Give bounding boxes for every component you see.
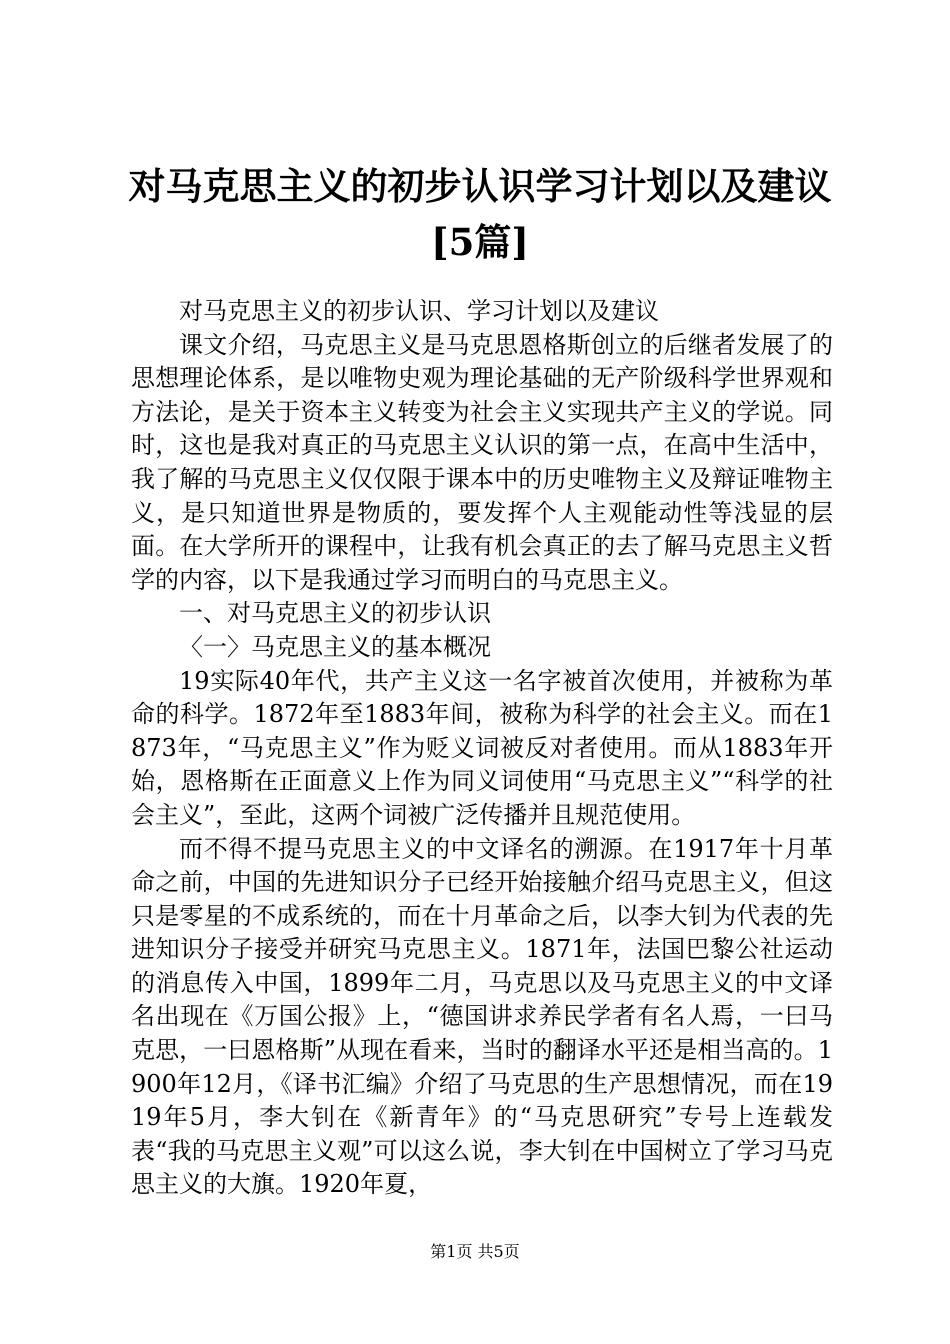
subtitle-paragraph: 对马克思主义的初步认识、学习计划以及建议 [179, 297, 659, 325]
section-heading: 一、对马克思主义的初步认识 [179, 599, 491, 628]
page-footer: 第1页 共5页 [430, 1242, 520, 1261]
subsection-heading: 〈一〉马克思主义的基本概况 [179, 632, 491, 661]
intro-paragraph: 课文介绍，马克思主义是马克思恩格斯创立的后继者发展了的思想理论体系，是以唯物史观为理论基础的无产阶级科学世界观和方法论，是关于资本主义转变为社会主义实现共产主义的学说。同时，这也是我对真正的马克思主义认识的第一点，在高中生活中，我了解的马克思主义仅仅限于课本中的历史唯物主义及辩证唯物主义，是只知道世界是物质的，要发挥个人主观能动性等浅显的层面。在大学所开的课程中，让我有机会真正的去了解马克思主义哲学的内容，以下是我通过学习而明白的马克思主义。 [131, 330, 833, 594]
document-body [131, 295, 833, 1202]
document-title: 对马克思主义的初步认识学习计划以及建议[5篇] [128, 164, 832, 264]
translation-paragraph: 而不得不提马克思主义的中文译名的溯源。在1917年十月革命之前，中国的先进知识分子已经开始接触介绍马克思主义，但这只是零星的不成系统的，而在十月革命之后，以李大钊为代表的先进知识分子接受并研究马克思主义。1871年，法国巴黎公社运动的消息传入中国，1899年二月，马克思以及马克思主义的中文译名出现在《万国公报》上，“德国讲求养民学者有名人焉，一曰马克思，一曰恩格斯”从现在看来，当时的翻译水平还是相当高的。1900年12月，《译书汇编》介绍了马克思的生产思想情况，而在1919年5月，李大钊在《新青年》的“马克思研究”专号上连载发表“我的马克思主义观”可以这么说，李大钊在中国树立了学习马克思主义的大旗。1920年夏， [131, 834, 833, 1199]
history-paragraph: 19实际40年代，共产主义这一名字被首次使用，并被称为革命的科学。1872年至1883年间，被称为科学的社会主义。而在1873年，“马克思主义”作为贬义词被反对者使用。而从1883年开始，恩格斯在正面意义上作为同义词使用“马克思主义”“科学的社会主义”，至此，这两个词被广泛传播并且规范使用。 [131, 666, 833, 829]
